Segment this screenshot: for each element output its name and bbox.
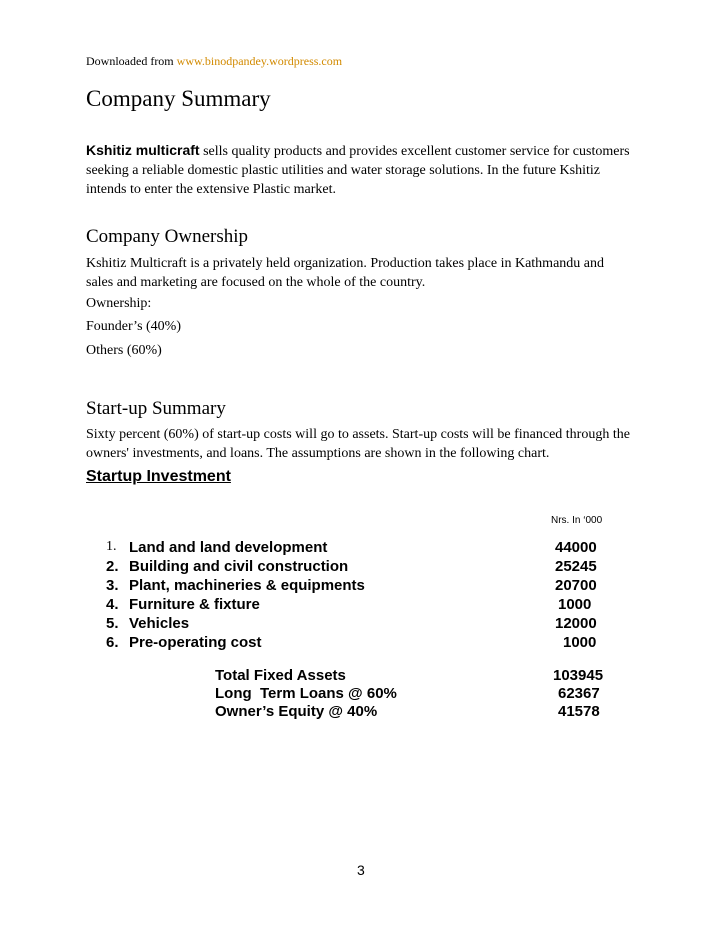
item-label: Building and civil construction xyxy=(129,558,349,575)
startup-summary-heading: Start-up Summary xyxy=(86,398,226,419)
investment-item xyxy=(0,596,728,616)
startup-investment-heading: Startup Investment xyxy=(86,468,231,485)
item-value: 25245 xyxy=(555,558,597,575)
investment-item xyxy=(0,539,728,559)
company-summary-heading: Company Summary xyxy=(86,86,271,111)
summary-line-2: seeking a reliable domestic plastic utilities and water storage solutions. In the future Kshitiz xyxy=(86,163,600,178)
item-label: Vehicles xyxy=(129,615,190,632)
item-number: 2. xyxy=(106,558,119,575)
total-row xyxy=(0,703,728,723)
company-ownership-paragraph xyxy=(86,254,661,292)
startup-line-2: owners' investments, and loans. The assumptions are shown in the following chart. xyxy=(86,446,550,461)
item-value: 44000 xyxy=(555,539,597,556)
item-value: 12000 xyxy=(555,615,597,632)
startup-line-1: Sixty percent (60%) of start-up costs will go to assets. Start-up costs will be financed through the xyxy=(86,427,630,442)
ownership-line-1: Kshitiz Multicraft is a privately held organization. Production takes place in Kathmandu and xyxy=(86,256,604,271)
total-row xyxy=(0,685,728,705)
investment-item xyxy=(0,634,728,654)
item-number: 4. xyxy=(106,596,119,613)
page-number: 3 xyxy=(357,862,365,878)
item-label: Plant, machineries & equipments xyxy=(129,577,365,594)
total-value: 41578 xyxy=(558,703,600,720)
download-source-line xyxy=(86,54,342,69)
total-value: 103945 xyxy=(553,667,604,684)
ownership-line-2: sales and marketing are focused on the whole of the country. xyxy=(86,275,426,290)
company-ownership-heading: Company Ownership xyxy=(86,226,249,247)
item-label: Furniture & fixture xyxy=(129,596,260,613)
startup-summary-paragraph xyxy=(86,425,661,463)
total-value: 62367 xyxy=(558,685,600,702)
item-label: Land and land development xyxy=(129,539,328,556)
downloaded-from-label: Downloaded from xyxy=(86,54,174,68)
currency-unit-note: Nrs. In ‘000 xyxy=(551,515,603,526)
founders-share: Founder’s (40%) xyxy=(86,319,182,334)
others-share: Others (60%) xyxy=(86,343,162,358)
investment-item xyxy=(0,615,728,635)
item-value: 1000 xyxy=(563,634,597,651)
summary-line-3: intends to enter the extensive Plastic market. xyxy=(86,182,336,197)
item-value: 20700 xyxy=(555,577,597,594)
source-url-link[interactable]: www.binodpandey.wordpress.com xyxy=(176,54,343,68)
total-label: Owner’s Equity @ 40% xyxy=(215,703,378,720)
total-label: Long Term Loans @ 60% xyxy=(215,685,397,702)
total-label: Total Fixed Assets xyxy=(215,667,346,684)
item-value: 1000 xyxy=(558,596,592,613)
investment-item xyxy=(0,577,728,597)
company-summary-paragraph xyxy=(86,141,661,199)
item-number: 3. xyxy=(106,577,119,594)
item-number: 6. xyxy=(106,634,119,651)
company-name-bold: Kshitiz multicraft xyxy=(86,142,200,158)
summary-line-1: sells quality products and provides excellent customer service for customers xyxy=(199,144,630,159)
item-number: 5. xyxy=(106,615,119,632)
total-row xyxy=(0,667,728,687)
investment-item xyxy=(0,558,728,578)
item-number: 1. xyxy=(106,539,117,554)
item-label: Pre-operating cost xyxy=(129,634,262,651)
ownership-label: Ownership: xyxy=(86,296,152,311)
